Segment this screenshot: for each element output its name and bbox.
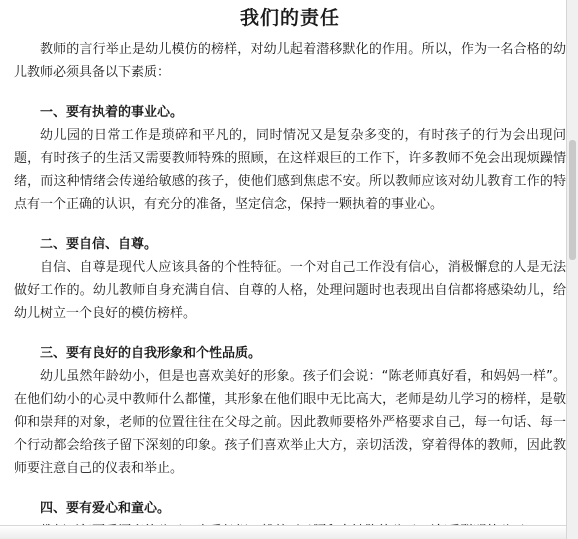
section-self-confidence [14, 233, 566, 325]
section-career-dedication [14, 101, 566, 216]
document-body [14, 4, 566, 539]
document-title: 我们的责任 [239, 7, 340, 29]
section-paragraph: 幼儿虽然年龄幼小，但是也喜欢美好的形象。孩子们会说：“陈老师真好看，和妈妈一样”。在他们幼小的心灵中教师什么都懂，其形象在他们眼中无比高大，老师是幼儿学习的榜样，是敬仰和崇拜的对象，老师的位置往往在父母之前。因此教师要格外严格要求自己，每一句话、每一个行动都会给孩子留下深刻的印象。孩子们喜欢举止大方，亲切活泼，穿着得体的教师，因此教师要注意自己的仪表和举止。 [14, 369, 566, 476]
scrollbar-thumb[interactable] [569, 140, 576, 260]
window-bottom-edge [0, 525, 566, 539]
intro-paragraph: 教师的言行举止是幼儿模仿的榜样，对幼儿起着潜移默化的作用。所以，作为一名合格的幼儿教师必须具备以下素质： [14, 42, 566, 80]
section-paragraph: 幼儿园的日常工作是琐碎和平凡的，同时情况又是复杂多变的，有时孩子的行为会出现问题，有时孩子的生活又需要教师特殊的照顾，在这样艰巨的工作下，许多教师不免会出现烦躁情绪，而这种情绪会传递给敏感的孩子，使他们感到焦虑不安。所以教师应该对幼儿教育工作的特点有一个正确的认识，有充分的准备，坚定信念，保持一颗执着的事业心。 [14, 128, 566, 212]
section-self-image [14, 342, 566, 480]
section-heading: 三、要有良好的自我形象和个性品质。 [40, 346, 262, 361]
section-heading: 四、要有爱心和童心。 [40, 501, 171, 516]
vertical-scrollbar[interactable] [566, 0, 578, 539]
section-paragraph: 自信、自尊是现代人应该具备的个性特征。一个对自己工作没有信心，消极懈怠的人是无法做好工作的。幼儿教师自身充满自信、自尊的人格，处理问题时也表现出自信都将感染幼儿，给幼儿树立一个良好的模仿榜样。 [14, 260, 566, 321]
section-heading: 二、要自信、自尊。 [40, 237, 158, 252]
section-heading: 一、要有执着的事业心。 [40, 105, 184, 120]
